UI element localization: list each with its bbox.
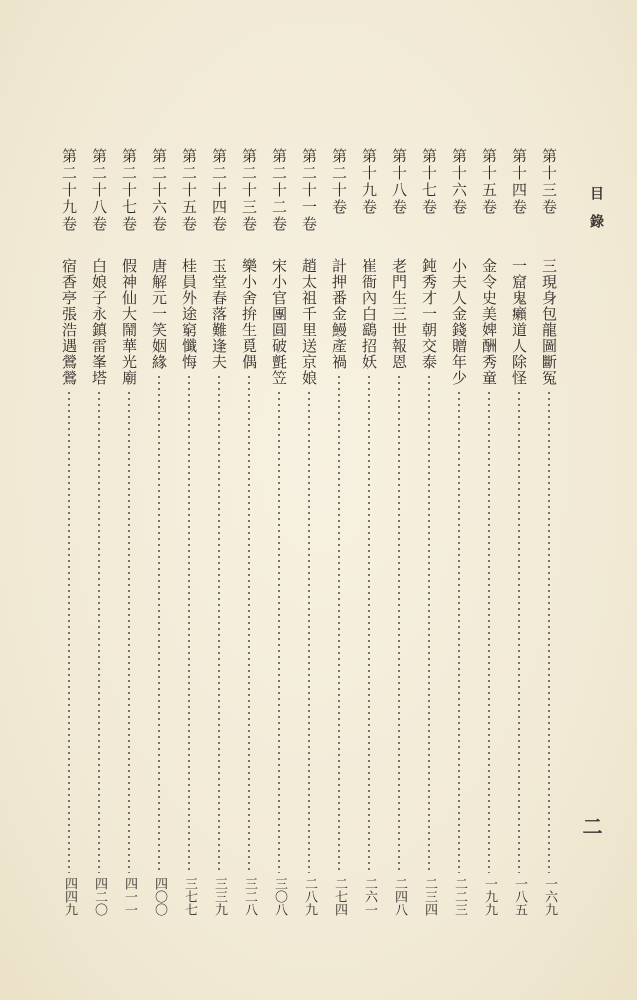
chapter-title-row (508, 258, 530, 916)
toc-entry (298, 148, 320, 916)
chapter-title-row (538, 258, 560, 916)
chapter-label: 第二十二卷 (270, 148, 288, 233)
chapter-title: 白娘子永鎮雷峯塔 (90, 258, 108, 386)
toc-entry (178, 148, 200, 916)
toc-entry (418, 148, 440, 916)
toc-entry (88, 148, 110, 916)
chapter-title-row (448, 258, 470, 916)
chapter-label: 第二十四卷 (210, 148, 228, 233)
chapter-page-number: 四一一 (122, 877, 137, 916)
dot-leader (518, 390, 520, 873)
chapter-label: 第十五卷 (480, 148, 498, 216)
dot-leader (128, 390, 130, 873)
chapter-page-number: 二三四 (422, 877, 437, 916)
chapter-title-row (298, 258, 320, 916)
chapter-title-row (478, 258, 500, 916)
chapter-title: 宋小官團圓破氈笠 (270, 258, 288, 386)
dot-leader (398, 374, 400, 873)
chapter-label: 第十九卷 (360, 148, 378, 216)
toc-entry (448, 148, 470, 916)
chapter-title-row (418, 258, 440, 916)
chapter-label: 第十四卷 (510, 148, 528, 216)
chapter-page-number: 二六一 (362, 877, 377, 916)
toc-entry (148, 148, 170, 916)
dot-leader (68, 390, 70, 873)
chapter-label: 第十七卷 (420, 148, 438, 216)
chapter-title: 鈍秀才一朝交泰 (420, 258, 438, 370)
chapter-label: 第二十七卷 (120, 148, 138, 233)
toc-entry (238, 148, 260, 916)
dot-leader (278, 390, 280, 873)
chapter-title: 趙太祖千里送京娘 (300, 258, 318, 386)
toc-entry (358, 148, 380, 916)
chapter-title-row (208, 258, 230, 916)
chapter-label: 第二十三卷 (240, 148, 258, 233)
chapter-title: 樂小舍拚生覓偶 (240, 258, 258, 370)
chapter-page-number: 二八九 (302, 877, 317, 916)
chapter-page-number: 三〇八 (272, 877, 287, 916)
chapter-label: 第二十五卷 (180, 148, 198, 233)
chapter-title: 唐解元一笑姻緣 (150, 258, 168, 370)
toc-entry (538, 148, 560, 916)
toc-entry (58, 148, 80, 916)
chapter-title: 一窟鬼癩道人除怪 (510, 258, 528, 386)
dot-leader (368, 374, 370, 873)
dot-leader (548, 390, 550, 873)
chapter-label: 第十三卷 (540, 148, 558, 216)
chapter-title: 桂員外途窮懺悔 (180, 258, 198, 370)
toc-entry (118, 148, 140, 916)
dot-leader (218, 374, 220, 873)
chapter-page-number: 二七四 (332, 877, 347, 916)
chapter-label: 第二十九卷 (60, 148, 78, 233)
chapter-page-number: 三二八 (242, 877, 257, 916)
chapter-page-number: 四〇〇 (152, 877, 167, 916)
chapter-page-number: 二四八 (392, 877, 407, 916)
toc-entry (208, 148, 230, 916)
chapter-title-row (388, 258, 410, 916)
dot-leader (158, 374, 160, 873)
chapter-title: 計押番金鰻產禍 (330, 258, 348, 370)
chapter-label: 第二十一卷 (300, 148, 318, 233)
dot-leader (458, 390, 460, 873)
toc-entry (478, 148, 500, 916)
chapter-label: 第十六卷 (450, 148, 468, 216)
chapter-title-row (58, 258, 80, 916)
page-number: 二 (579, 816, 603, 836)
chapter-page-number: 三七七 (182, 877, 197, 916)
chapter-page-number: 一九九 (482, 877, 497, 916)
chapter-title-row (148, 258, 170, 916)
dot-leader (308, 390, 310, 873)
chapter-page-number: 三三九 (212, 877, 227, 916)
chapter-label: 第二十八卷 (90, 148, 108, 233)
chapter-label: 第二十卷 (330, 148, 348, 216)
chapter-title-row (88, 258, 110, 916)
dot-leader (488, 390, 490, 873)
toc-entry (388, 148, 410, 916)
chapter-title: 假神仙大鬧華光廟 (120, 258, 138, 386)
chapter-label: 第十八卷 (390, 148, 408, 216)
chapter-page-number: 二二三 (452, 877, 467, 916)
dot-leader (338, 374, 340, 873)
chapter-title-row (178, 258, 200, 916)
chapter-title-row (118, 258, 140, 916)
chapter-page-number: 一六九 (542, 877, 557, 916)
chapter-page-number: 四四九 (62, 877, 77, 916)
chapter-title: 老門生三世報恩 (390, 258, 408, 370)
dot-leader (248, 374, 250, 873)
chapter-title: 小夫人金錢贈年少 (450, 258, 468, 386)
chapter-page-number: 一八五 (512, 877, 527, 916)
chapter-page-number: 四二〇 (92, 877, 107, 916)
chapter-title-row (328, 258, 350, 916)
chapter-title-row (238, 258, 260, 916)
toc-entry (328, 148, 350, 916)
toc-heading: 目錄 (588, 186, 604, 242)
chapter-title: 宿香亭張浩遇鶯鶯 (60, 258, 78, 386)
chapter-title-row (268, 258, 290, 916)
dot-leader (98, 390, 100, 873)
dot-leader (428, 374, 430, 873)
chapter-label: 第二十六卷 (150, 148, 168, 233)
toc-entry (508, 148, 530, 916)
chapter-title: 玉堂春落難逢夫 (210, 258, 228, 370)
dot-leader (188, 374, 190, 873)
chapter-title: 三現身包龍圖斷冤 (540, 258, 558, 386)
toc-entry (268, 148, 290, 916)
chapter-title: 金令史美婢酬秀童 (480, 258, 498, 386)
chapter-title-row (358, 258, 380, 916)
chapter-title: 崔衙內白鷂招妖 (360, 258, 378, 370)
